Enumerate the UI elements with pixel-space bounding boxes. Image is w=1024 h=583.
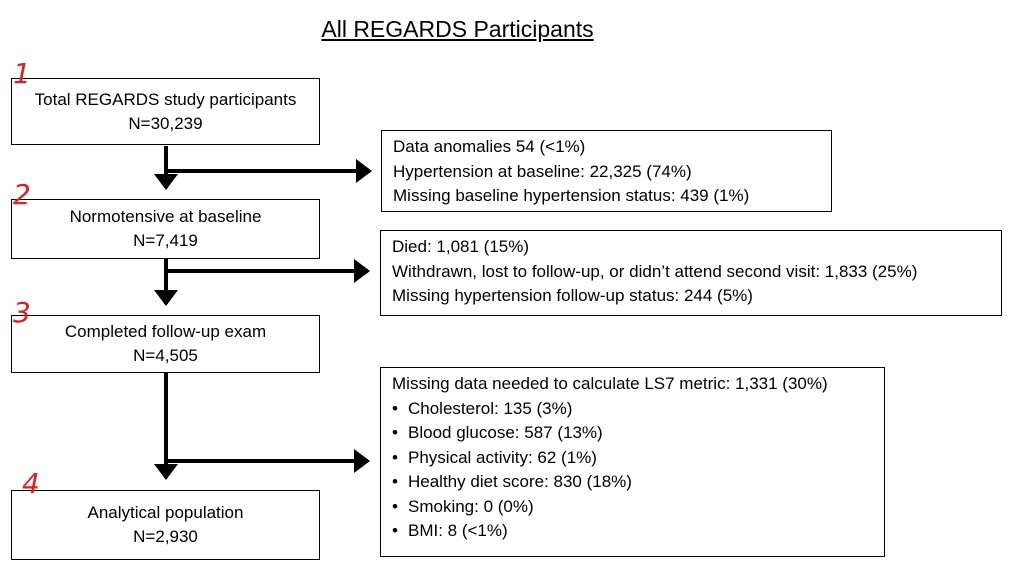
exclusion-bullet: • Smoking: 0 (0%) bbox=[392, 495, 884, 520]
step-count: N=4,505 bbox=[133, 346, 198, 365]
exclusion-line: Missing baseline hypertension status: 439 (1%) bbox=[393, 186, 750, 205]
exclusion-bullet: • BMI: 8 (<1%) bbox=[392, 519, 884, 544]
step-label: Total REGARDS study participants bbox=[34, 89, 297, 109]
exclusion-bullet-list bbox=[392, 397, 884, 544]
step-number-4: 4 bbox=[22, 467, 40, 500]
step-label: Completed follow-up exam bbox=[64, 322, 267, 341]
exclusion-bullet: • Blood glucose: 587 (13%) bbox=[392, 421, 884, 446]
exclusion-line: Withdrawn, lost to follow-up, or didn’t attend second visit: 1,833 (25%) bbox=[392, 261, 918, 281]
step-count: N=2,930 bbox=[133, 527, 198, 546]
exclusion-bullet: • Cholesterol: 135 (3%) bbox=[392, 397, 884, 422]
exclusion-line: Hypertension at baseline: 22,325 (74%) bbox=[393, 161, 692, 181]
exclusion-bullet: • Physical activity: 62 (1%) bbox=[392, 446, 884, 471]
exclusion-line: Missing hypertension follow-up status: 244 (5%) bbox=[392, 286, 753, 305]
step-count: N=7,419 bbox=[133, 231, 198, 250]
exclusion-box-1 bbox=[381, 130, 832, 212]
step-box-2 bbox=[11, 199, 320, 259]
exclusion-box-2 bbox=[380, 230, 1002, 316]
exclusion-box-3 bbox=[380, 367, 885, 557]
step-box-1 bbox=[11, 78, 320, 145]
exclusion-line: Died: 1,081 (15%) bbox=[392, 237, 530, 256]
step-number-3: 3 bbox=[13, 296, 31, 329]
step-box-3 bbox=[11, 315, 320, 373]
step-number-2: 2 bbox=[13, 178, 31, 211]
step-number-1: 1 bbox=[13, 57, 31, 90]
step-label: Normotensive at baseline bbox=[69, 207, 262, 226]
exclusion-header: Missing data needed to calculate LS7 metric: 1,331 (30%) bbox=[392, 374, 828, 393]
step-box-4 bbox=[11, 490, 320, 560]
step-label: Analytical population bbox=[87, 503, 244, 522]
exclusion-line: Data anomalies 54 (<1%) bbox=[393, 137, 586, 156]
exclusion-bullet: • Healthy diet score: 830 (18%) bbox=[392, 470, 884, 495]
diagram-title: All REGARDS Participants bbox=[321, 16, 594, 42]
step-count: N=30,239 bbox=[128, 113, 203, 133]
